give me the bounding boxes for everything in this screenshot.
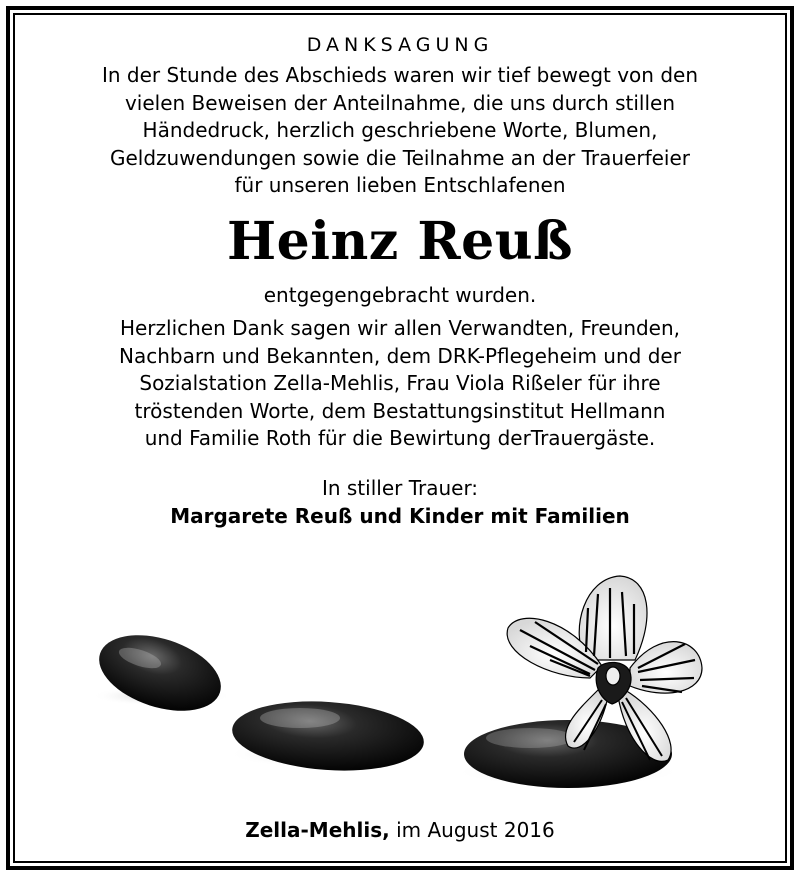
thanks-line: tröstenden Worte, dem Bestattungsinstitut Hellmann xyxy=(134,398,666,423)
notice-heading: DANKSAGUNG xyxy=(306,34,494,56)
stone-middle xyxy=(230,695,426,776)
footer-city: Zella-Mehlis, xyxy=(245,818,390,842)
intro-line: vielen Beweisen der Anteilnahme, die uns durch stillen xyxy=(124,90,676,115)
intro-paragraph xyxy=(50,62,750,200)
after-name-line: entgegengebracht wurden. xyxy=(263,282,537,307)
thanks-line: Herzlichen Dank sagen wir allen Verwandten, Freunden, xyxy=(119,316,681,340)
intro-line: Händedruck, herzlich geschriebene Worte, Blumen, xyxy=(142,118,658,142)
intro-line: für unseren lieben Entschlafenen xyxy=(234,173,566,197)
thanks-line: und Familie Roth für die Bewirtung derTrauergäste. xyxy=(144,426,656,450)
thanks-paragraph xyxy=(50,315,750,453)
intro-line: In der Stunde des Abschieds waren wir tief bewegt von den xyxy=(101,63,698,87)
mourning-label: In stiller Trauer: xyxy=(321,475,479,500)
intro-line: Geldzuwendungen sowie die Teilnahme an der Trauerfeier xyxy=(109,145,691,170)
footer-date: im August 2016 xyxy=(396,818,555,842)
notice-content xyxy=(16,16,784,530)
stone-left xyxy=(90,621,230,725)
thanks-line: Nachbarn und Bekannten, dem DRK-Pflegeheim und der xyxy=(119,343,681,368)
thanks-line: Sozialstation Zella-Mehlis, Frau Viola Rißeler für ihre xyxy=(139,371,661,395)
footer-line xyxy=(16,816,784,844)
stones-orchid-image xyxy=(90,568,710,788)
signers: Margarete Reuß und Kinder mit Familien xyxy=(170,504,630,528)
deceased-name: Heinz Reuß xyxy=(226,210,574,272)
